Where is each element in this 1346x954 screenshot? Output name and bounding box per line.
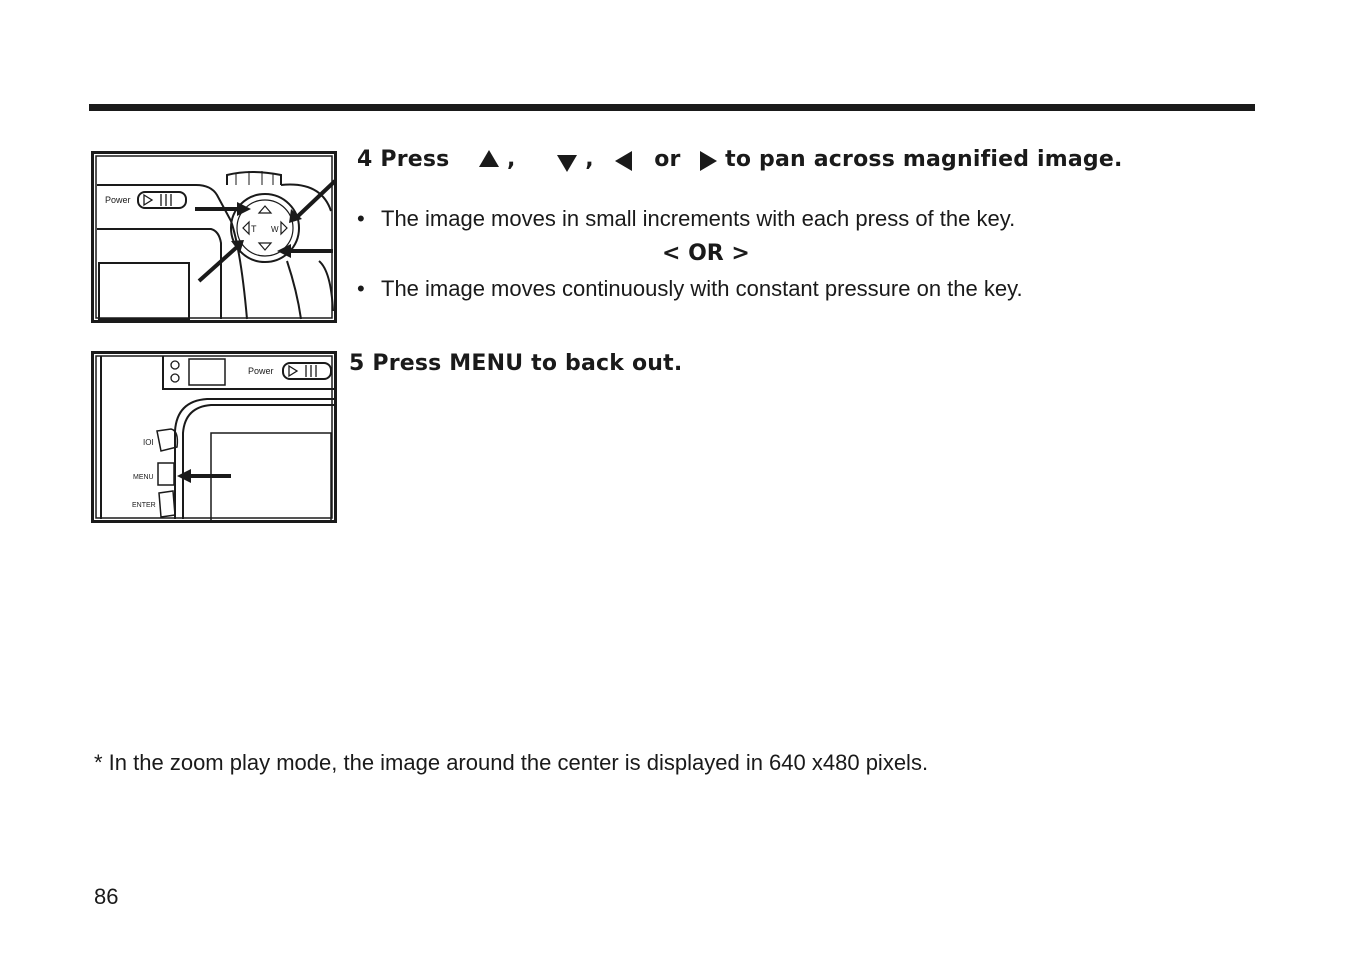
step-4-press: Press bbox=[380, 147, 450, 172]
camera-dpad-illustration bbox=[91, 151, 337, 323]
display-button-label: IOI bbox=[143, 438, 154, 447]
or-separator: < OR > bbox=[662, 241, 750, 266]
step-4-bullet-2: • The image moves continuously with constant pressure on the key. bbox=[357, 276, 1023, 301]
step-4-or: or bbox=[654, 147, 681, 172]
power-label: Power bbox=[248, 366, 274, 376]
up-arrow-icon bbox=[479, 150, 499, 167]
left-arrow-icon bbox=[615, 151, 632, 171]
footnote: * In the zoom play mode, the image around the center is displayed in 640 x480 pixels. bbox=[94, 750, 929, 775]
bullet-icon: • bbox=[357, 206, 365, 231]
right-arrow-icon bbox=[700, 151, 717, 171]
comma-1: , bbox=[507, 147, 516, 172]
comma-2: , bbox=[585, 147, 594, 172]
bullet-icon: • bbox=[357, 276, 365, 301]
step-5-heading: 5 Press MENU to back out. bbox=[349, 351, 683, 376]
step-4-suffix: to pan across magnified image. bbox=[725, 147, 1123, 172]
step-4-bullet-1: • The image moves in small increments with each press of the key. bbox=[357, 206, 1016, 231]
menu-button-label: MENU bbox=[133, 474, 154, 481]
header-rule bbox=[89, 104, 1255, 111]
page-number: 86 bbox=[94, 884, 119, 909]
camera-menu-illustration bbox=[91, 351, 337, 523]
enter-button-label: ENTER bbox=[132, 502, 156, 509]
t-label: T bbox=[251, 224, 257, 234]
down-arrow-icon bbox=[557, 155, 577, 172]
step-4-heading bbox=[357, 147, 1123, 172]
power-label: Power bbox=[105, 195, 131, 205]
step-4-number: 4 bbox=[357, 147, 373, 172]
w-label: W bbox=[271, 225, 279, 234]
